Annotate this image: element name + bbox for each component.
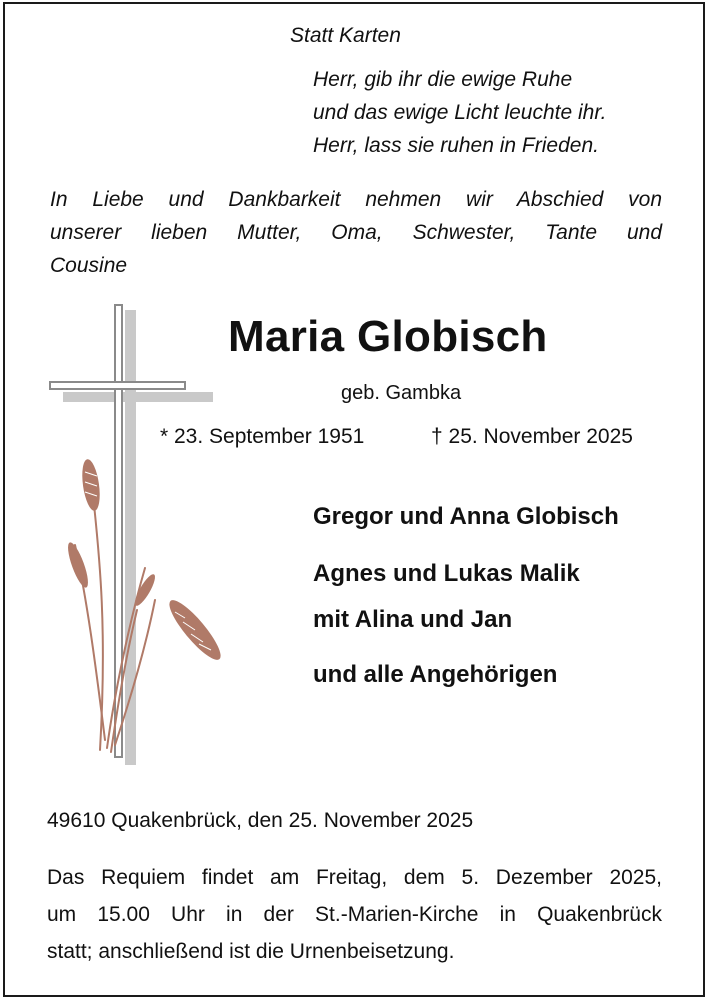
death-date: † 25. November 2025 xyxy=(431,425,633,448)
requiem-line-1: Das Requiem findet am Freitag, dem 5. Dezember 2025, xyxy=(47,866,662,889)
intro-line-2: unserer lieben Mutter, Oma, Schwester, Tante und xyxy=(50,221,662,244)
deceased-name: Maria Globisch xyxy=(228,312,548,361)
header-statt-karten: Statt Karten xyxy=(290,24,401,47)
intro-line-1: In Liebe und Dankbarkeit nehmen wir Abschied von xyxy=(50,188,662,211)
place-date: 49610 Quakenbrück, den 25. November 2025 xyxy=(47,809,474,832)
family-line-3: mit Alina und Jan xyxy=(313,606,513,633)
prayer-line-3: Herr, lass sie ruhen in Frieden. xyxy=(313,134,599,157)
prayer-line-1: Herr, gib ihr die ewige Ruhe xyxy=(313,68,573,91)
family-line-4: und alle Angehörigen xyxy=(313,661,558,688)
family-line-1: Gregor und Anna Globisch xyxy=(313,503,619,530)
birth-date: * 23. September 1951 xyxy=(160,425,365,448)
requiem-line-3: statt; anschließend ist die Urnenbeisetzung. xyxy=(47,940,455,963)
intro-line-3: Cousine xyxy=(50,254,128,277)
birth-name: geb. Gambka xyxy=(341,382,462,404)
prayer-line-2: und das ewige Licht leuchte ihr. xyxy=(313,101,607,124)
family-line-2: Agnes und Lukas Malik xyxy=(313,560,580,587)
cross-with-wheat-icon xyxy=(45,300,230,775)
requiem-line-2: um 15.00 Uhr in der St.-Marien-Kirche in Quakenbrück xyxy=(47,903,662,926)
